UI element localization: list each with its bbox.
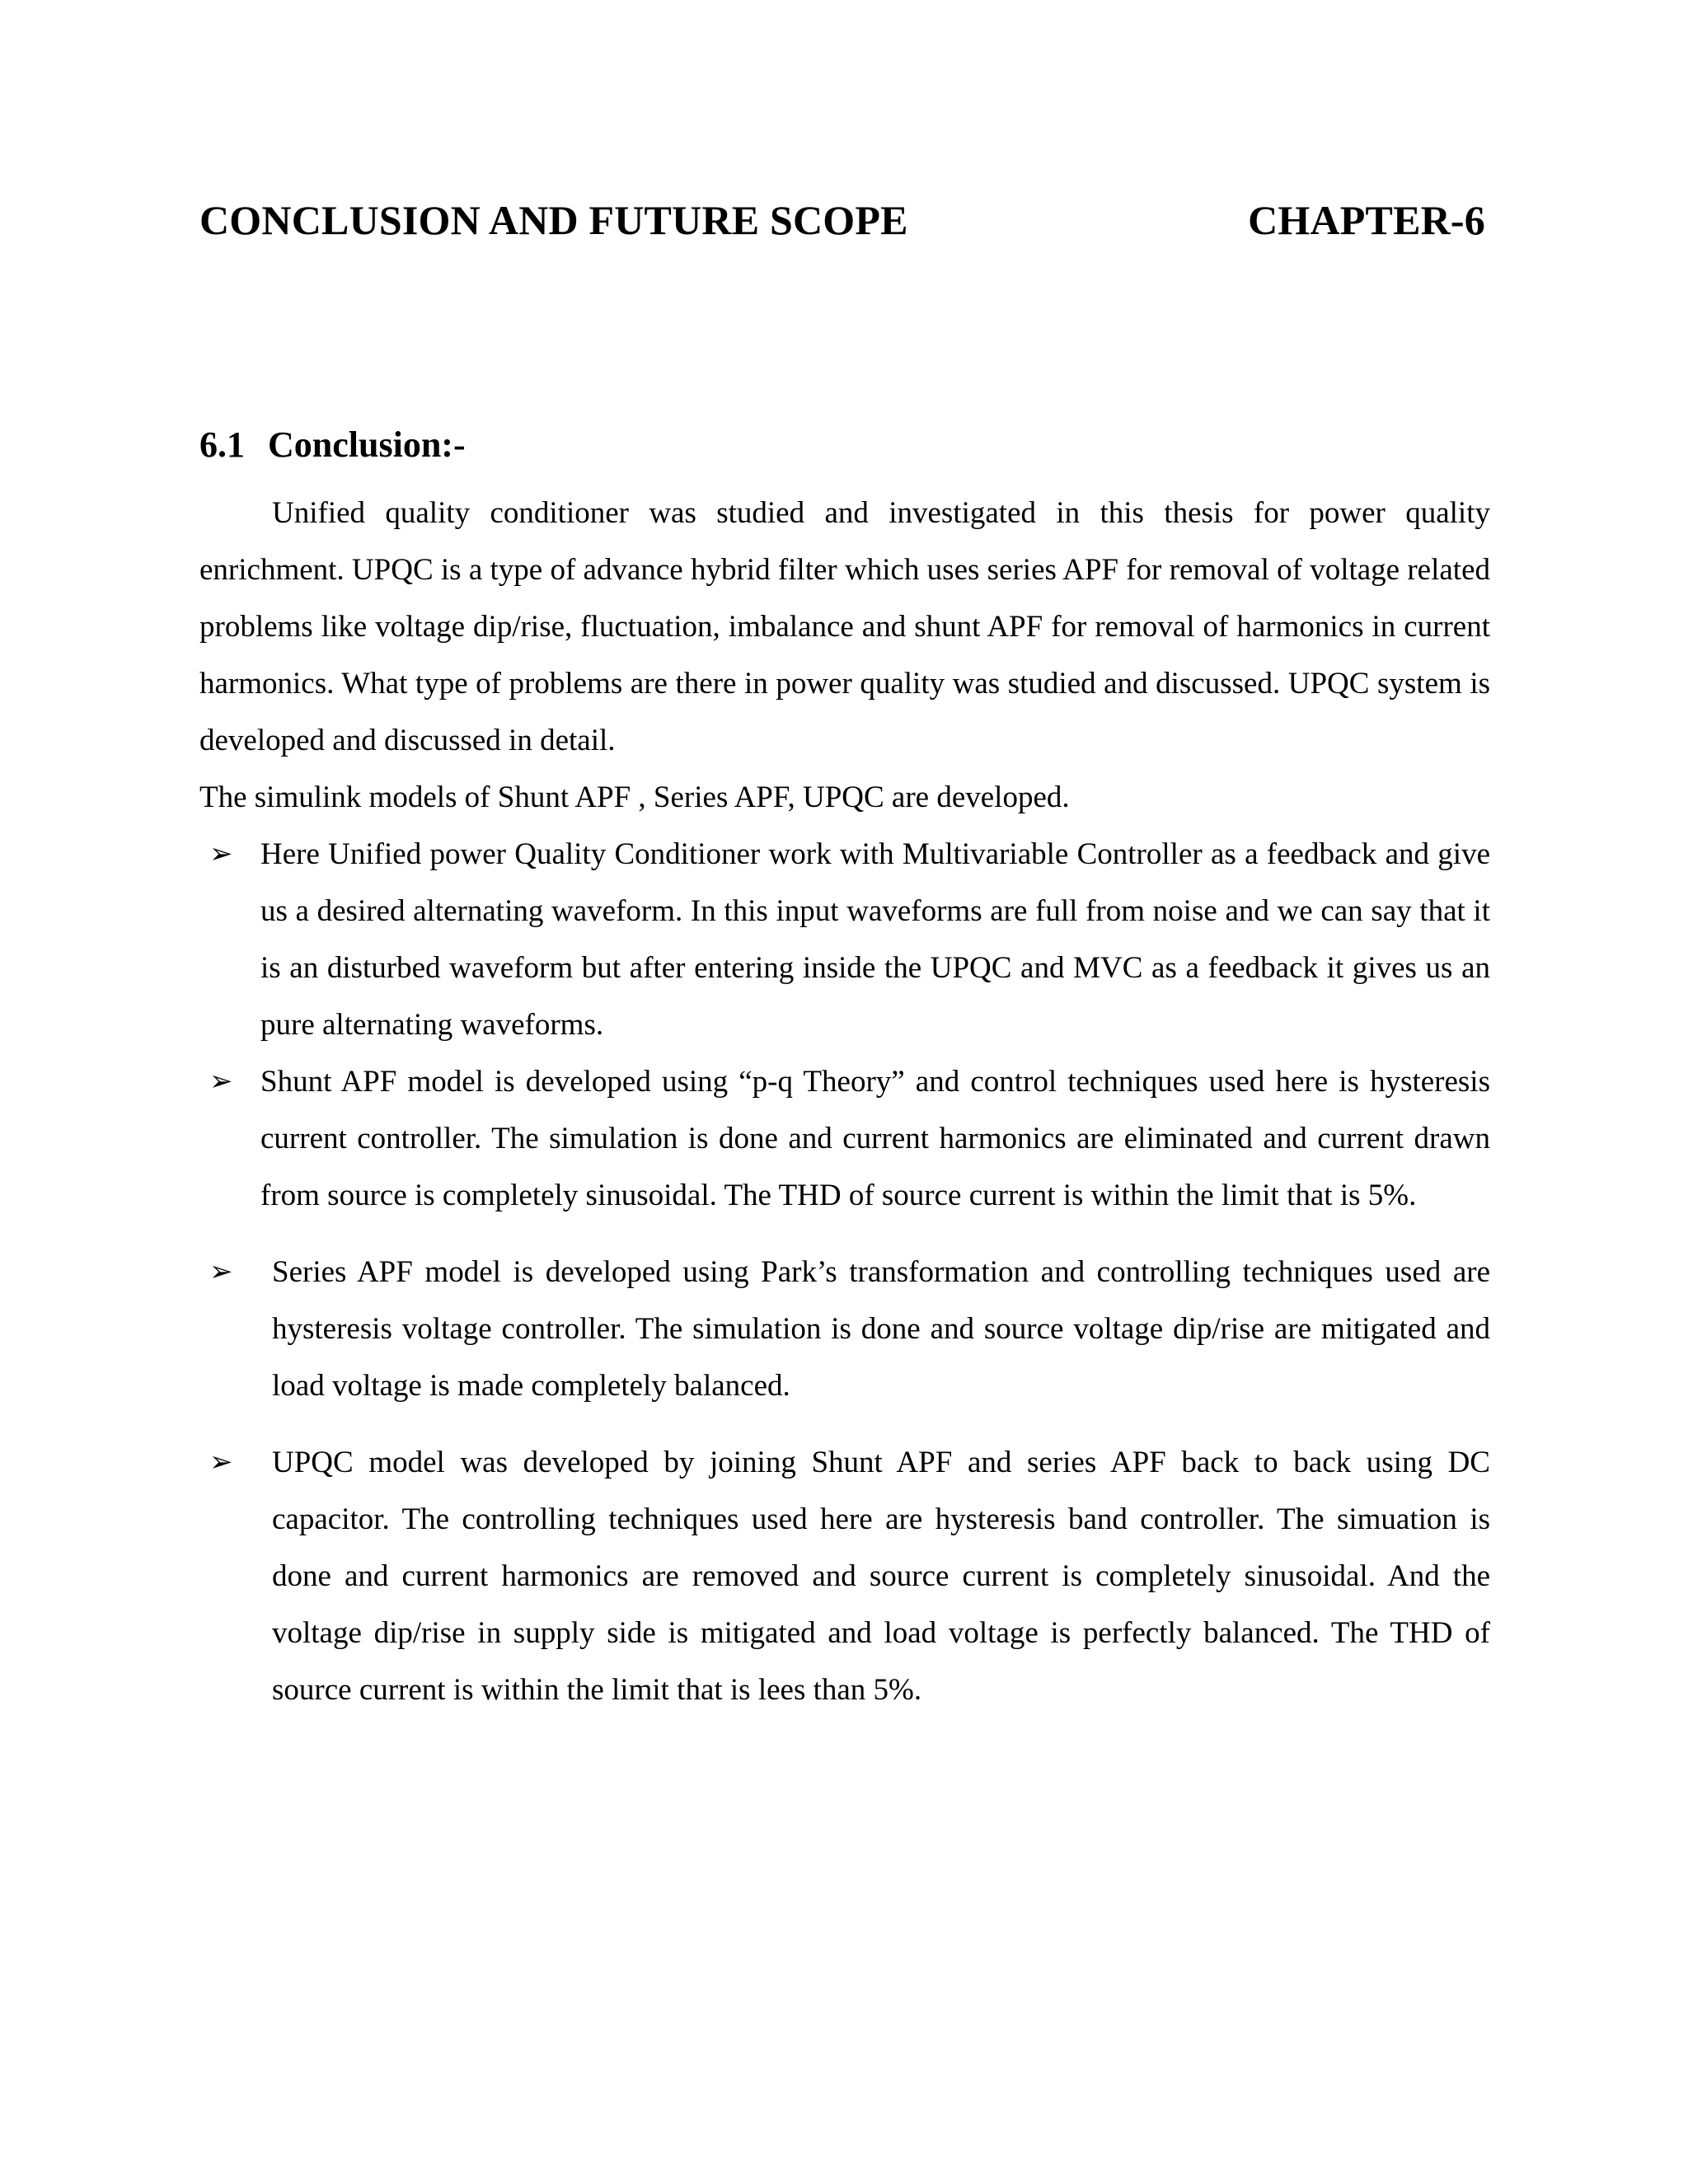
list-item xyxy=(199,826,1490,1053)
list-item xyxy=(199,1434,1490,1718)
page-header xyxy=(199,196,1485,244)
chapter-title: CONCLUSION AND FUTURE SCOPE xyxy=(199,197,908,243)
list-item xyxy=(199,1244,1490,1414)
conclusion-bullet-list xyxy=(199,826,1490,1718)
list-item xyxy=(199,1053,1490,1224)
arrowhead-bullet-icon: ➢ xyxy=(209,1446,233,1479)
intro-paragraph: Unified quality conditioner was studied and investigated in this thesis for power quality enrichment. UPQC is a type of advance hybrid filter which uses series APF for removal of voltage related problems like voltage dip/rise, fluctuation, imbalance and shunt APF for removal of harmonics in current harmonics. What type of problems are there in power quality was studied and discussed. UPQC system is developed and discussed in detail. xyxy=(199,496,1490,757)
arrowhead-bullet-icon: ➢ xyxy=(209,837,233,870)
section-title: Conclusion:- xyxy=(268,424,466,465)
list-item-text: Here Unified power Quality Conditioner work with Multivariable Controller as a feedback and give us a desired alternating waveform. In this input waveforms are full from noise and we can say that it is an disturbed waveform but after entering inside the UPQC and MVC as a feedback it gives us an pure alternating waveforms. xyxy=(260,837,1490,1042)
arrowhead-bullet-icon: ➢ xyxy=(209,1065,233,1098)
models-paragraph: The simulink models of Shunt APF , Series APF, UPQC are developed. xyxy=(199,780,1070,814)
section-body xyxy=(199,485,1490,1718)
list-item-text: Series APF model is developed using Park’s transformation and controlling techniques used are hysteresis voltage controller. The simulation is done and source voltage dip/rise are mitigated and load voltage is made completely balanced. xyxy=(272,1255,1490,1403)
section-number: 6.1 xyxy=(199,424,245,465)
list-item-text: UPQC model was developed by joining Shunt APF and series APF back to back using DC capacitor. The controlling techniques used here are hysteresis band controller. The simuation is done and current harmonics are removed and source current is completely sinusoidal. And the voltage dip/rise in supply side is mitigated and load voltage is perfectly balanced. The THD of source current is within the limit that is lees than 5%. xyxy=(272,1446,1490,1707)
arrowhead-bullet-icon: ➢ xyxy=(209,1255,233,1288)
list-item-text: Shunt APF model is developed using “p-q Theory” and control techniques used here is hysteresis current controller. The simulation is done and current harmonics are eliminated and current drawn from source is completely sinusoidal. The THD of source current is within the limit that is 5%. xyxy=(260,1065,1490,1212)
section-heading xyxy=(199,424,466,466)
chapter-number: CHAPTER-6 xyxy=(1248,197,1485,243)
